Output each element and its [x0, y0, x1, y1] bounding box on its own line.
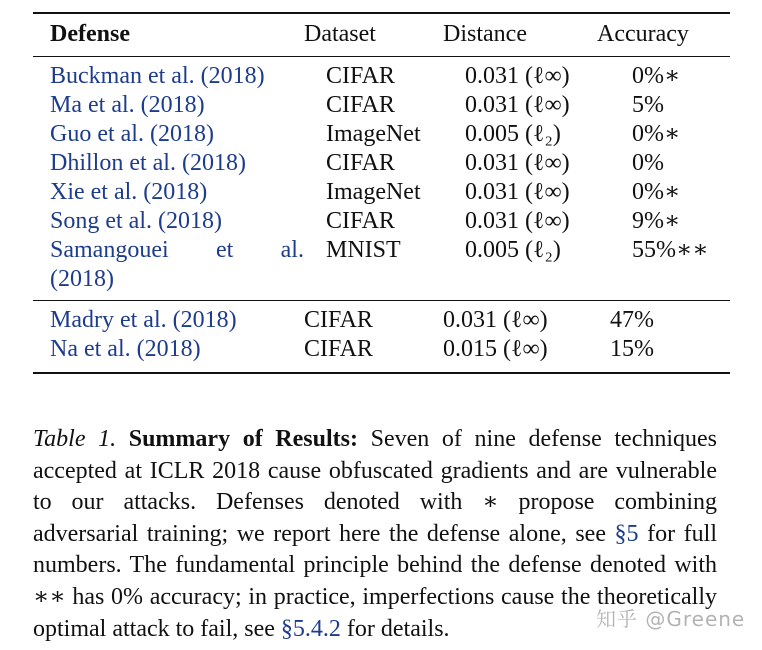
dataset-cell: CIFAR	[326, 92, 395, 118]
distance-cell: 0.005 (ℓ₂)	[465, 237, 561, 263]
table-row	[33, 306, 730, 335]
group2-table	[33, 301, 730, 364]
defense-cell[interactable]: Guo et al. (2018)	[50, 121, 214, 147]
distance-cell: 0.031 (ℓ∞)	[443, 307, 548, 333]
table-row	[33, 335, 730, 364]
header-dataset: Dataset	[304, 21, 376, 47]
dataset-cell: CIFAR	[304, 307, 373, 333]
table-row	[33, 178, 730, 207]
defense-cell[interactable]: Na et al. (2018)	[50, 336, 201, 362]
defense-cell[interactable]: Song et al. (2018)	[50, 208, 222, 234]
distance-cell: 0.015 (ℓ∞)	[443, 336, 548, 362]
caption-text-a: Seven of nine defense techniques accepted at ICLR 2018 cause obfuscated gradients and are vulnerable to our attacks. Defenses denoted with ∗ propose combining adversarial training; we report here the defense alone, see	[33, 426, 718, 547]
dataset-cell: ImageNet	[326, 179, 421, 205]
group1-table	[33, 57, 730, 294]
dataset-cell: CIFAR	[326, 150, 395, 176]
table-body	[33, 14, 730, 56]
defense-cell[interactable]: Buckman et al. (2018)	[50, 63, 265, 89]
distance-cell: 0.005 (ℓ₂)	[465, 121, 561, 147]
dataset-cell: ImageNet	[326, 121, 421, 147]
table-row	[33, 149, 730, 178]
caption-title: Summary of Results:	[128, 426, 358, 452]
table-row	[33, 62, 730, 91]
caption-text-b: for full numbers. The fundamental principle behind the defense denoted with ∗∗ has 0% accuracy; in practice, imperfections cause the theoretically optimal attack to fail, see	[33, 520, 718, 642]
accuracy-cell: 0%∗	[632, 121, 681, 147]
accuracy-cell: 0%	[632, 150, 664, 176]
table-row	[33, 207, 730, 236]
accuracy-cell: 47%	[610, 307, 654, 333]
dataset-cell: CIFAR	[326, 208, 395, 234]
defense-cell[interactable]: Ma et al. (2018)	[50, 92, 205, 118]
section-link-5[interactable]: §5	[614, 520, 639, 547]
distance-cell: 0.031 (ℓ∞)	[465, 92, 570, 118]
header-distance: Distance	[443, 21, 527, 47]
header-row	[33, 14, 730, 56]
results-table	[33, 12, 730, 374]
distance-cell: 0.031 (ℓ∞)	[465, 179, 570, 205]
dataset-cell: CIFAR	[326, 63, 395, 89]
accuracy-cell: 15%	[610, 336, 654, 362]
defense-cell-line1: Samangouei et al.	[50, 237, 304, 263]
watermark: 知乎 @Greene	[596, 607, 746, 631]
defense-cell[interactable]: Dhillon et al. (2018)	[50, 150, 246, 176]
distance-cell: 0.031 (ℓ∞)	[465, 150, 570, 176]
header-defense: Defense	[50, 21, 130, 47]
table-row	[33, 120, 730, 149]
defense-cell[interactable]	[33, 236, 326, 294]
table-row	[33, 236, 730, 294]
distance-cell: 0.031 (ℓ∞)	[465, 208, 570, 234]
accuracy-cell: 0%∗	[632, 179, 681, 205]
header-accuracy: Accuracy	[597, 21, 689, 47]
accuracy-cell: 55%∗∗	[632, 237, 709, 263]
accuracy-cell: 0%∗	[632, 63, 681, 89]
table-row	[33, 91, 730, 120]
dataset-cell: CIFAR	[304, 336, 373, 362]
section-link-5-4-2[interactable]: §5.4.2	[280, 615, 341, 642]
dataset-cell: MNIST	[326, 237, 401, 263]
accuracy-cell: 9%∗	[632, 208, 681, 234]
caption-label: Table 1.	[33, 426, 117, 452]
defense-cell-line2: (2018)	[50, 266, 114, 292]
caption-text-c: for details.	[346, 615, 450, 642]
accuracy-cell: 5%	[632, 92, 664, 118]
bottom-rule	[33, 372, 730, 374]
defense-cell[interactable]: Madry et al. (2018)	[50, 307, 237, 333]
distance-cell: 0.031 (ℓ∞)	[465, 63, 570, 89]
defense-cell[interactable]: Xie et al. (2018)	[50, 179, 208, 205]
